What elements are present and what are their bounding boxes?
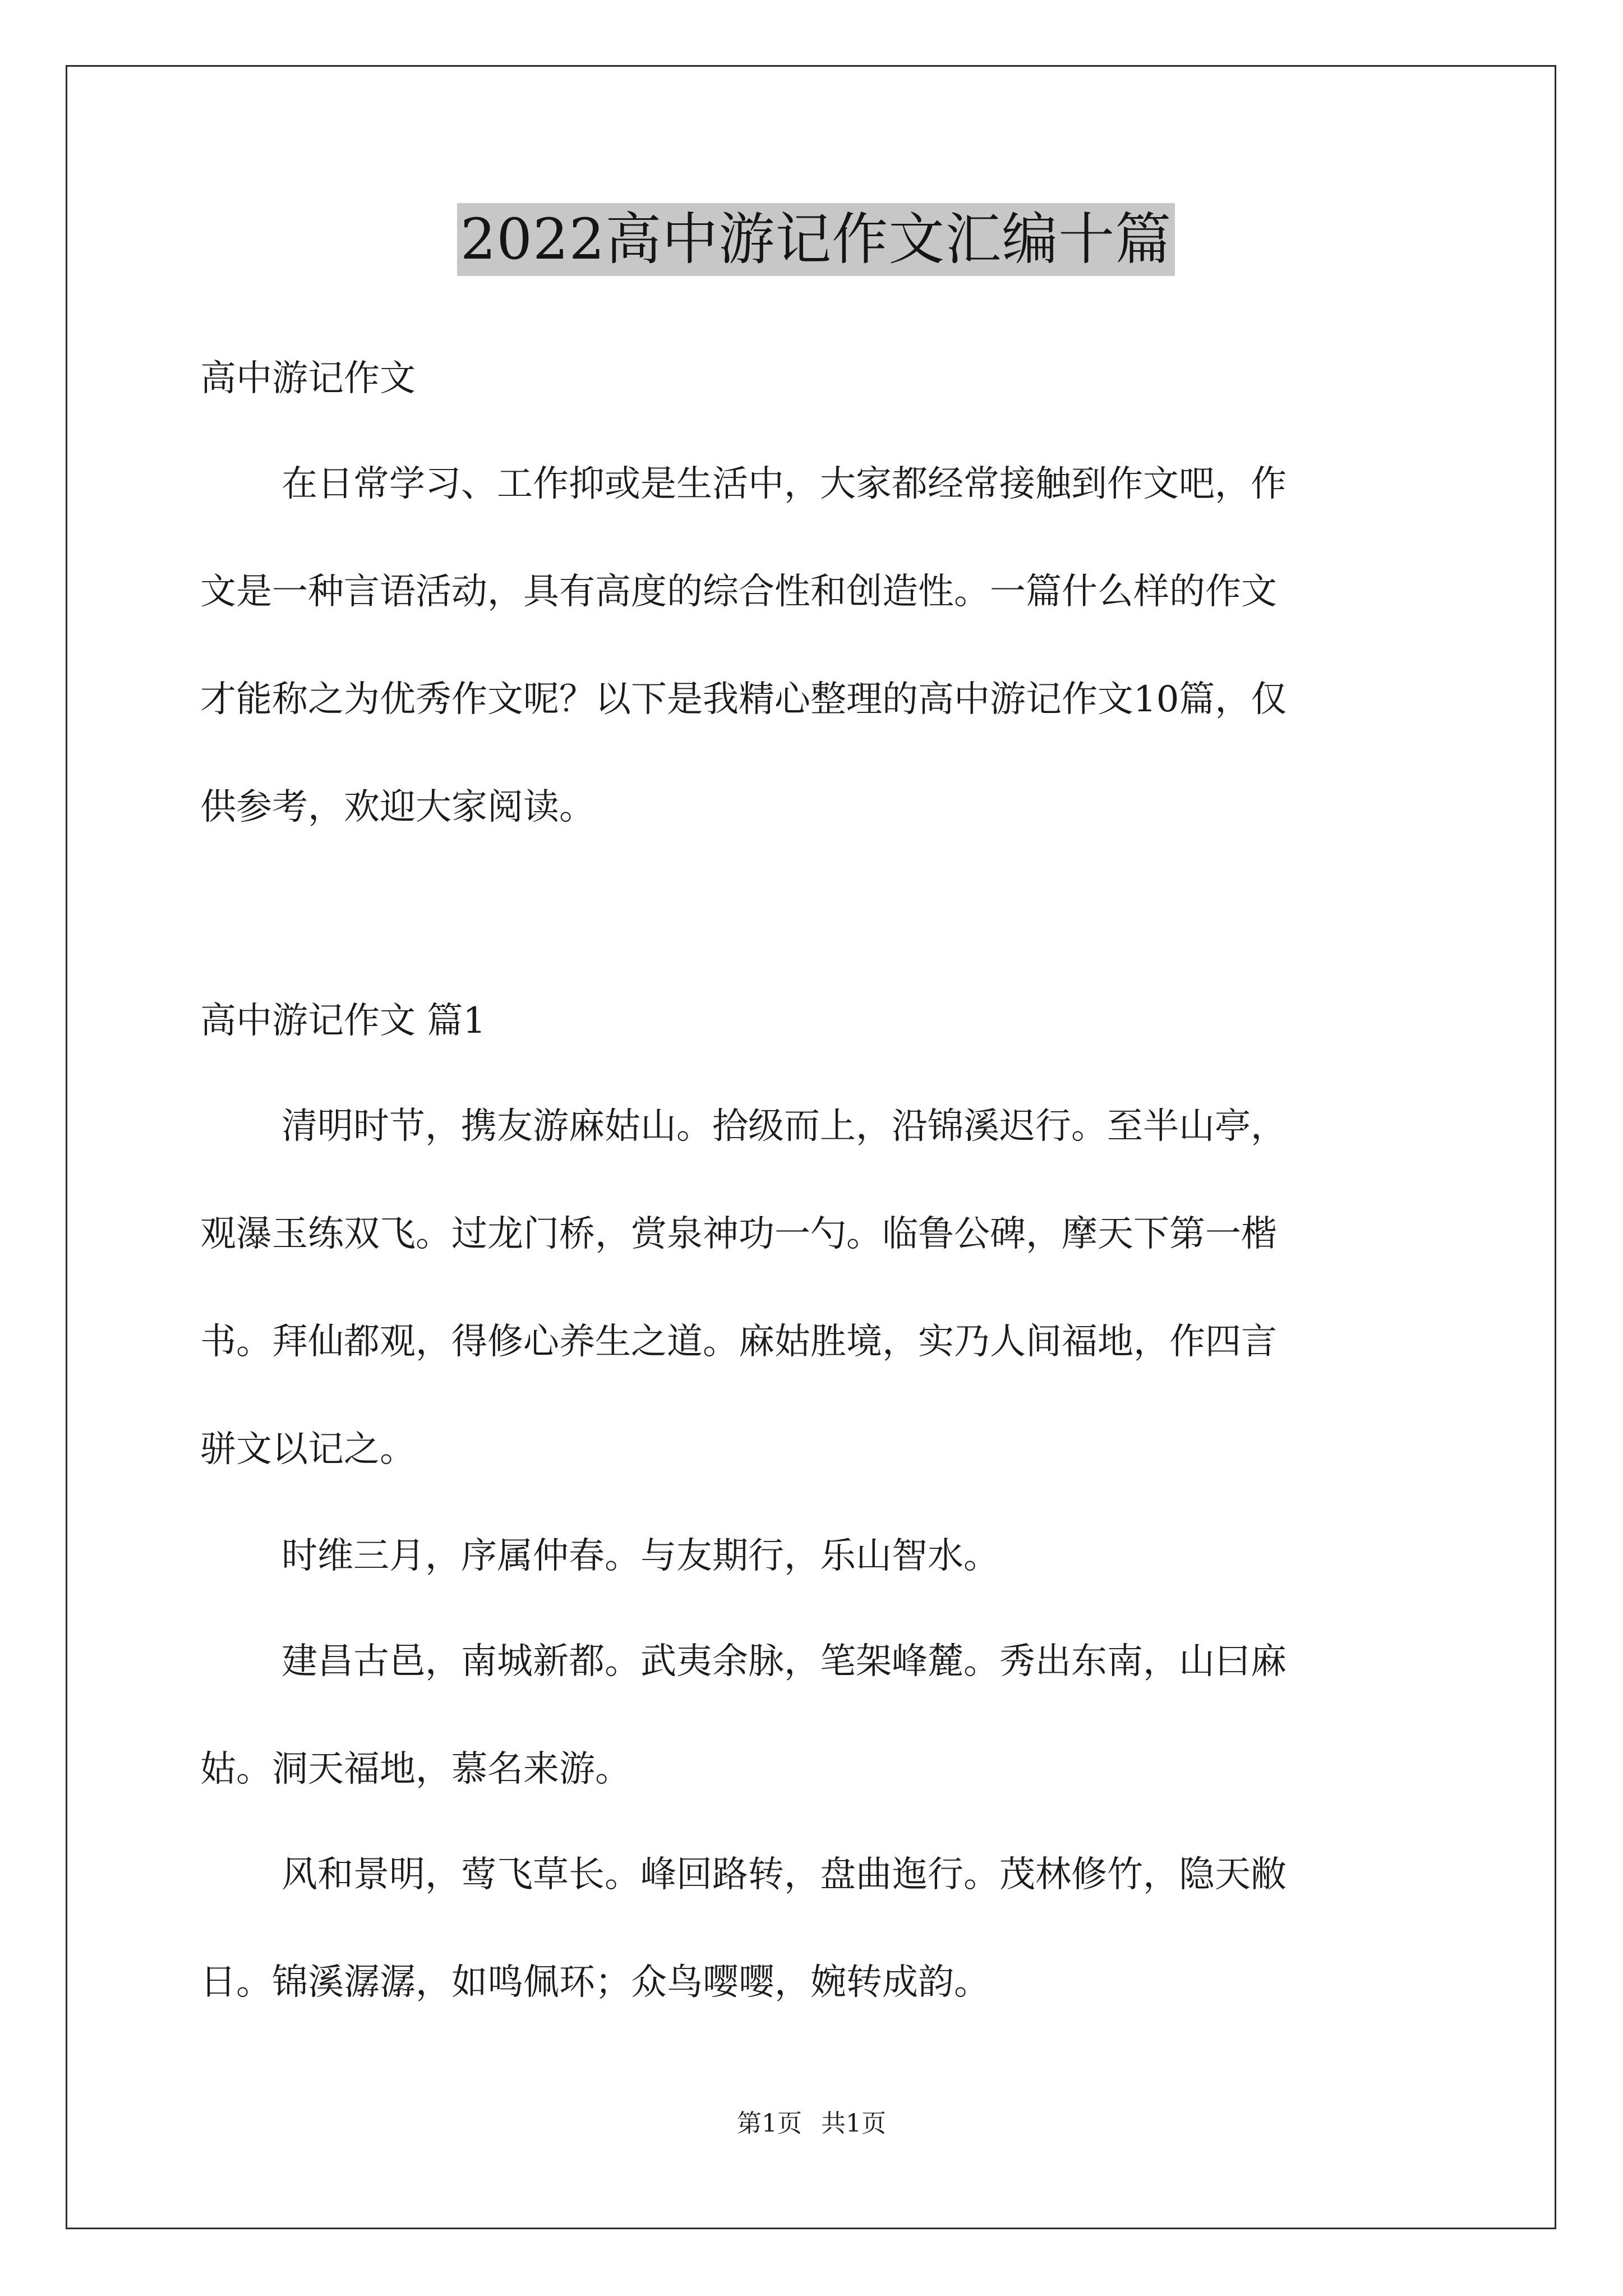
title-wrap — [200, 203, 1432, 276]
chapter-heading: 高中游记作文 篇1 — [200, 1000, 486, 1042]
body-line: 骈文以记之。 — [200, 1429, 416, 1470]
page-footer — [0, 2107, 1623, 2141]
document-title: 2022高中游记作文汇编十篇 — [457, 203, 1175, 276]
intro-line: 才能称之为优秀作文呢？以下是我精心整理的高中游记作文10篇，仅 — [200, 679, 1287, 720]
body-line: 观瀑玉练双飞。过龙门桥，赏泉神功一勺。临鲁公碑，摩天下第一楷 — [200, 1213, 1277, 1255]
body-line: 建昌古邑，南城新都。武夷余脉，笔架峰麓。秀出东南，山曰麻 — [282, 1641, 1287, 1682]
intro-line: 供参考，欢迎大家阅读。 — [200, 786, 595, 828]
body-line: 清明时节，携友游麻姑山。拾级而上，沿锦溪迟行。至半山亭， — [282, 1106, 1287, 1147]
body-line: 书。拜仙都观，得修心养生之道。麻姑胜境，实乃人间福地，作四言 — [200, 1321, 1277, 1363]
body-line: 时维三月，序属仲春。与友期行，乐山智水。 — [282, 1535, 999, 1577]
page-number: 第1页 — [737, 2109, 802, 2138]
intro-line: 在日常学习、工作抑或是生活中，大家都经常接触到作文吧，作 — [282, 463, 1287, 505]
intro-line: 文是一种言语活动，具有高度的综合性和创造性。一篇什么样的作文 — [200, 571, 1277, 613]
page-total: 共1页 — [821, 2109, 886, 2138]
body-line: 风和景明，莺飞草长。峰回路转，盘曲迤行。茂林修竹，隐天敝 — [282, 1854, 1287, 1895]
section-heading: 高中游记作文 — [200, 358, 416, 399]
body-line: 姑。洞天福地，慕名来游。 — [200, 1749, 631, 1790]
body-line: 日。锦溪潺潺，如鸣佩环；众鸟嘤嘤，婉转成韵。 — [200, 1962, 990, 2003]
